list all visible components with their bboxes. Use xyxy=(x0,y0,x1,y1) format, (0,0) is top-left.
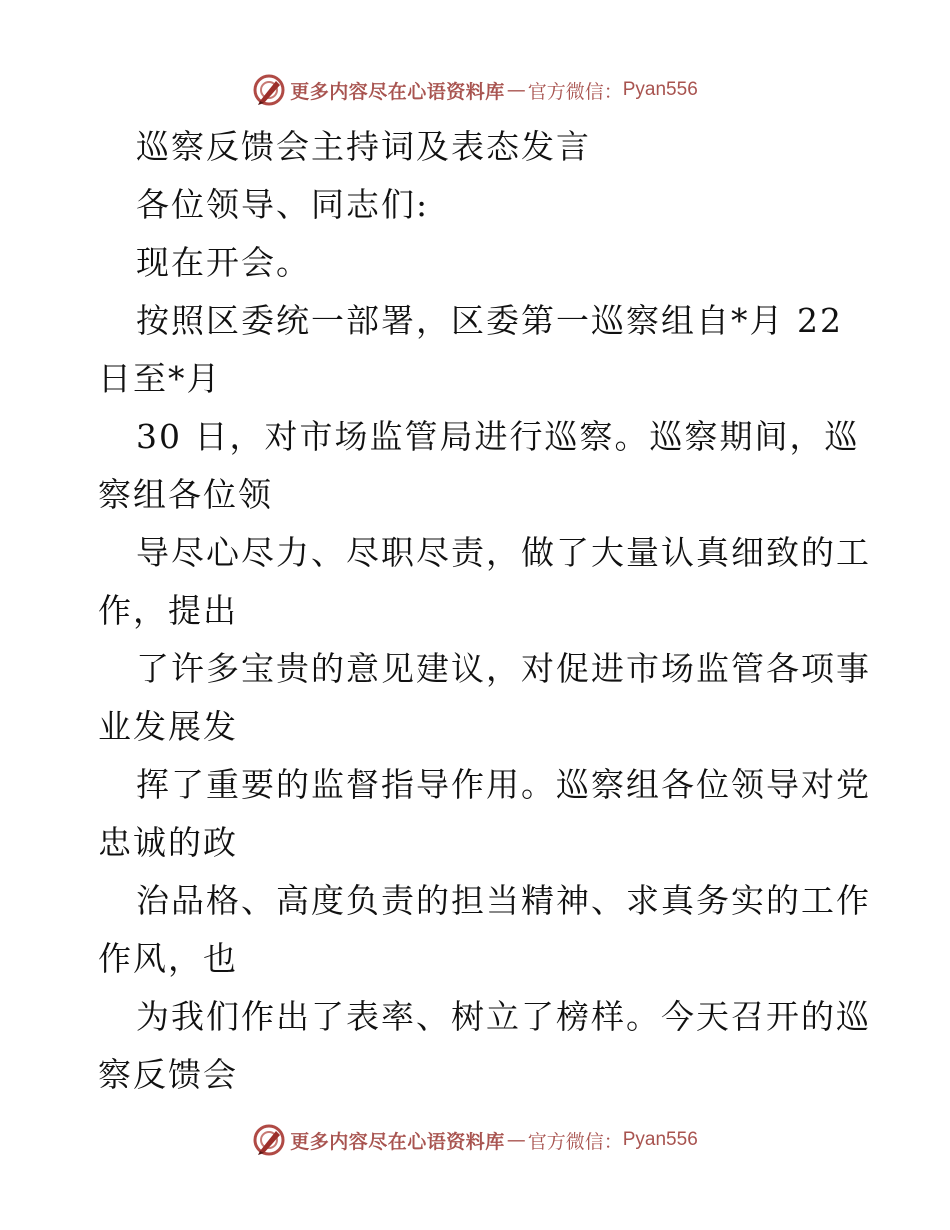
paragraph-line: 察反馈会 xyxy=(98,1055,238,1094)
paragraph-line: 业发展发 xyxy=(98,707,238,746)
banner-wechat-label: 官方微信： xyxy=(527,80,623,103)
paragraph-line: 治品格、高度负责的担当精神、求真务实的工作 xyxy=(136,881,871,920)
paragraph-line: 现在开会。 xyxy=(136,243,311,282)
document-title: 巡察反馈会主持词及表态发言 xyxy=(136,127,591,166)
paragraph-line: 各位领导、同志们: xyxy=(136,185,430,224)
paragraph-line: 挥了重要的监督指导作用。巡察组各位领导对党 xyxy=(136,765,871,804)
pen-logo-icon xyxy=(252,1123,286,1157)
banner-dash: — xyxy=(506,1129,526,1151)
paragraph-line: 察组各位领 xyxy=(98,475,273,514)
header-banner xyxy=(0,70,950,110)
paragraph-line: 30 日，对市场监管局进行巡察。巡察期间，巡 xyxy=(136,417,860,456)
paragraph-line: 为我们作出了表率、树立了榜样。今天召开的巡 xyxy=(136,997,871,1036)
paragraph-line: 了许多宝贵的意见建议，对促进市场监管各项事 xyxy=(136,649,871,688)
banner-text: 更多内容尽在心语资料库 xyxy=(290,80,505,103)
pen-logo-icon xyxy=(252,73,286,107)
paragraph-line: 按照区委统一部署，区委第一巡察组自*月 22 xyxy=(136,301,843,340)
footer-banner xyxy=(0,1120,950,1160)
document-body xyxy=(98,118,871,1104)
paragraph-line: 作，提出 xyxy=(98,591,238,630)
banner-wechat-id: Pyan556 xyxy=(622,79,698,100)
paragraph-line: 导尽心尽力、尽职尽责，做了大量认真细致的工 xyxy=(136,533,871,572)
paragraph-line: 忠诚的政 xyxy=(98,823,238,862)
banner-text: 更多内容尽在心语资料库 xyxy=(290,1130,505,1153)
banner-wechat-label: 官方微信： xyxy=(527,1130,623,1153)
banner-dash: — xyxy=(506,79,526,101)
banner-wechat-id: Pyan556 xyxy=(622,1129,698,1150)
paragraph-line: 日至*月 xyxy=(98,359,222,398)
paragraph-line: 作风，也 xyxy=(98,939,238,978)
